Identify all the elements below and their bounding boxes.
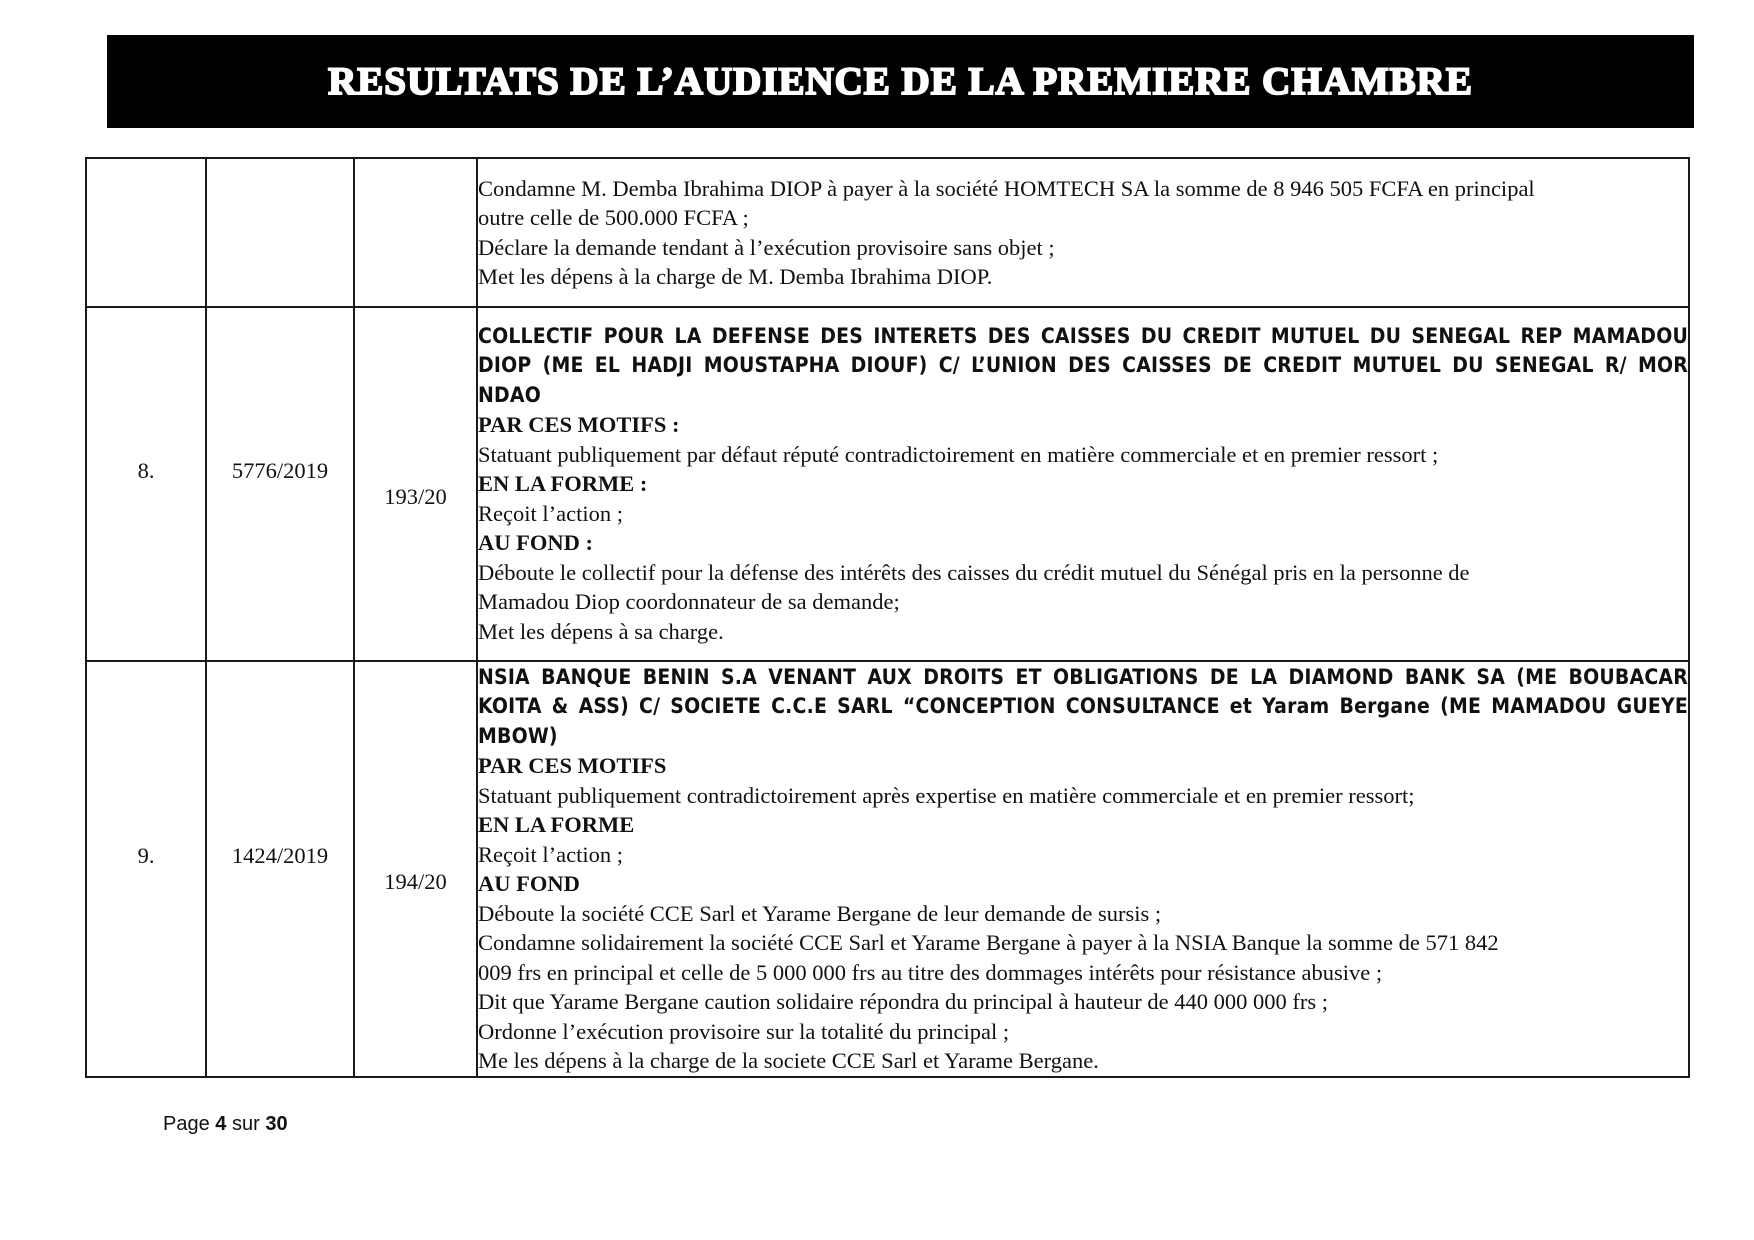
page-title: RESULTATS DE L’AUDIENCE DE LA PREMIERE CHAMBRE <box>328 60 1473 103</box>
judgment-number-cell <box>354 307 477 661</box>
rg-number-cell <box>206 661 354 1077</box>
decision-line: Déboute la société CCE Sarl et Yarame Bergane de leur demande de sursis ; <box>478 900 1162 926</box>
decision-line: 009 frs en principal et celle de 5 000 000 frs au titre des dommages intérêts pour résistance abusive ; <box>478 959 1383 985</box>
rg-number-cell <box>206 307 354 661</box>
case-number: 8. <box>137 458 155 484</box>
decision-line: Déboute le collectif pour la défense des intérêts des caisses du crédit mutuel du Sénégal pris en la personne de <box>478 559 1470 585</box>
case-number: 9. <box>137 843 155 869</box>
judgment-number: 193/20 <box>384 484 447 510</box>
decision-cell <box>477 307 1689 661</box>
decision-line: Me les dépens à la charge de la societe CCE Sarl et Yarame Bergane. <box>478 1048 1099 1073</box>
case-parties-title: NSIA BANQUE BENIN S.A VENANT AUX DROITS ET OBLIGATIONS DE LA DIAMOND BANK SA (ME BOUBACAR KOITA & ASS) C/ SOCIETE C.C.E SARL “CONCEPTION CONSULTANCE et Yaram Bergane (ME MAMADOU GUEYE MBOW) <box>478 664 1688 748</box>
page-current: 4 <box>215 1113 227 1135</box>
decision-line: Mamadou Diop coordonnateur de sa demande; <box>478 589 900 615</box>
page-separator: sur <box>231 1113 260 1135</box>
judgment-number-cell <box>354 158 477 307</box>
motifs-heading: PAR CES MOTIFS : <box>478 412 680 438</box>
rg-number: 1424/2019 <box>231 843 329 869</box>
page-footer <box>163 1113 288 1136</box>
decision-line: Met les dépens à la charge de M. Demba Ibrahima DIOP. <box>478 264 993 289</box>
page-label: Page <box>163 1113 210 1135</box>
case-number-cell <box>86 158 206 307</box>
forme-heading: EN LA FORME <box>478 812 635 837</box>
table-row <box>86 158 1689 307</box>
decision-cell <box>477 158 1689 307</box>
case-number-cell <box>86 307 206 661</box>
page-total: 30 <box>265 1113 288 1135</box>
table-row <box>86 307 1689 661</box>
decision-line: Déclare la demande tendant à l’exécution provisoire sans objet ; <box>478 234 1055 260</box>
rg-number: 5776/2019 <box>231 458 329 484</box>
motifs-heading: PAR CES MOTIFS <box>478 753 667 778</box>
decision-line: Condamne solidairement la société CCE Sarl et Yarame Bergane à payer à la NSIA Banque la somme de 571 842 <box>478 930 1499 955</box>
results-table <box>85 157 1690 1078</box>
case-number-cell <box>86 661 206 1077</box>
recoit-line: Reçoit l’action ; <box>478 841 623 867</box>
decision-line: Dit que Yarame Bergane caution solidaire répondra du principal à hauteur de 440 000 000 frs ; <box>478 989 1328 1014</box>
header-banner <box>107 35 1694 128</box>
statuant-line: Statuant publiquement contradictoirement après expertise en matière commerciale et en premier ressort; <box>478 782 1415 808</box>
decision-line: Met les dépens à sa charge. <box>478 618 724 644</box>
recoit-line: Reçoit l’action ; <box>478 500 623 526</box>
statuant-line: Statuant publiquement par défaut réputé contradictoirement en matière commerciale et en premier ressort ; <box>478 441 1439 467</box>
decision-line: outre celle de 500.000 FCFA ; <box>478 205 749 230</box>
decision-cell <box>477 661 1689 1077</box>
rg-number-cell <box>206 158 354 307</box>
fond-heading: AU FOND : <box>478 530 593 556</box>
judgment-number-cell <box>354 661 477 1077</box>
forme-heading: EN LA FORME : <box>478 471 648 497</box>
decision-line: Ordonne l’exécution provisoire sur la totalité du principal ; <box>478 1018 1010 1044</box>
fond-heading: AU FOND <box>478 871 580 896</box>
decision-line: Condamne M. Demba Ibrahima DIOP à payer à la société HOMTECH SA la somme de 8 946 505 FCFA en principal <box>478 175 1535 201</box>
case-parties-title: COLLECTIF POUR LA DEFENSE DES INTERETS DES CAISSES DU CREDIT MUTUEL DU SENEGAL REP MAMADOU DIOP (ME EL HADJI MOUSTAPHA DIOUF) C/ L’UNION DES CAISSES DE CREDIT MUTUEL DU SENEGAL R/ MOR NDAO <box>478 323 1688 407</box>
table-row <box>86 661 1689 1077</box>
judgment-number: 194/20 <box>384 869 447 895</box>
